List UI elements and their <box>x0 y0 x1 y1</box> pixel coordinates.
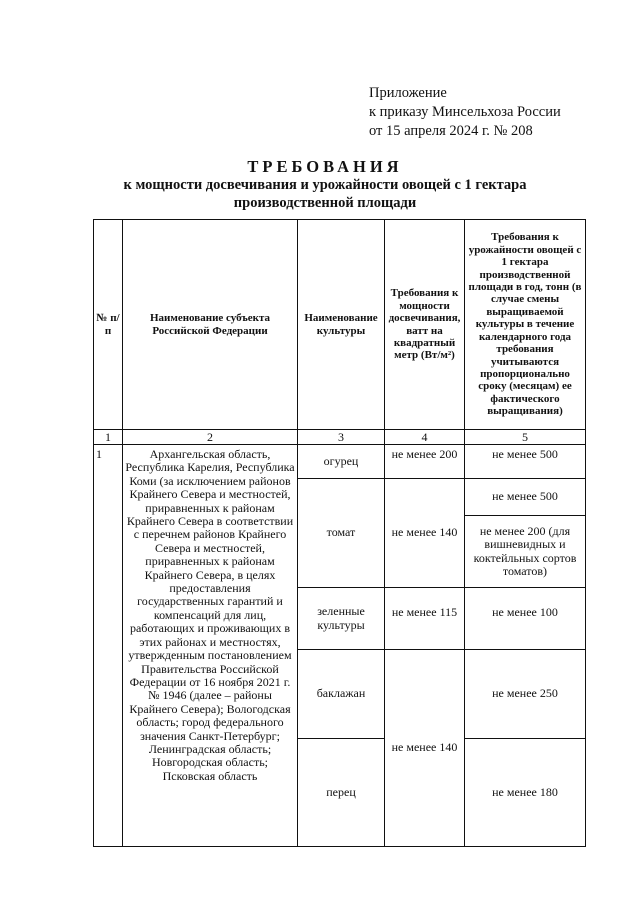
subject-name-cell: Архангельская область, Республика Карелия, Республика Коми (за исключением районов Крайнего Севера и местностей, приравненных к районам Крайнего Севера в соответствии с перечнем районов Крайнего Севера и местностей, приравненных к районам Крайнего Севера, в целях предоставления государственных гарантий и компенсаций для лиц, работающих и проживающих в этих районах и местностях, утвержденным постановлением Правительства Российской Федерации от 16 ноября 2021 г. № 1946 (далее – районы Крайнего Севера); Вологодская область; город федерального значения Санкт-Петербург; Ленинградская область; Новгородская область; Псковская область <box>123 445 298 847</box>
header-subject: Наименование субъекта Российской Федерации <box>123 220 298 430</box>
row-number: 1 <box>94 445 123 847</box>
requirements-table <box>93 219 586 847</box>
power-cucumber: не менее 200 <box>385 445 465 479</box>
yield-greens: не менее 100 <box>465 588 586 650</box>
title-main: ТРЕБОВАНИЯ <box>247 157 403 176</box>
culture-pepper: перец <box>298 739 385 847</box>
column-number: 3 <box>298 430 385 445</box>
appendix-block <box>369 84 561 141</box>
header-culture: Наименование культуры <box>298 220 385 430</box>
header-power: Требования к мощности досвечивания, ватт на квадратный метр (Вт/м²) <box>385 220 465 430</box>
header-num: № п/п <box>94 220 123 430</box>
table-header-row <box>94 220 586 430</box>
column-number: 4 <box>385 430 465 445</box>
appendix-line-3: от 15 апреля 2024 г. № 208 <box>369 123 533 139</box>
document-title <box>94 158 556 212</box>
power-tomato: не менее 140 <box>385 479 465 588</box>
appendix-line-2: к приказу Минсельхоза России <box>369 104 561 120</box>
culture-eggplant: баклажан <box>298 650 385 739</box>
table-row <box>94 445 586 479</box>
title-line-3: производственной площади <box>233 195 417 211</box>
column-number: 1 <box>94 430 123 445</box>
yield-cucumber: не менее 500 <box>465 445 586 479</box>
header-yield: Требования к урожайности овощей с 1 гектара производственной площади в год, тонн (в случае смены выращиваемой культуры в течение календарного года требования учитываются пропорционально сроку (месяцам) ее фактического выращивания) <box>465 220 586 430</box>
yield-eggplant: не менее 250 <box>465 650 586 739</box>
yield-pepper: не менее 180 <box>465 739 586 847</box>
title-line-2: к мощности досвечивания и урожайности овощей с 1 гектара <box>123 177 527 193</box>
culture-greens: зеленные культуры <box>298 588 385 650</box>
column-number: 5 <box>465 430 586 445</box>
yield-tomato-a: не менее 500 <box>465 479 586 516</box>
power-greens: не менее 115 <box>385 588 465 650</box>
column-numbers-row <box>94 430 586 445</box>
culture-cucumber: огурец <box>298 445 385 479</box>
yield-tomato-b: не менее 200 (для вишневидных и коктейльных сортов томатов) <box>465 516 586 588</box>
power-eggplant-pepper: не менее 140 <box>385 650 465 847</box>
column-number: 2 <box>123 430 298 445</box>
culture-tomato: томат <box>298 479 385 588</box>
appendix-line-1: Приложение <box>369 85 447 101</box>
